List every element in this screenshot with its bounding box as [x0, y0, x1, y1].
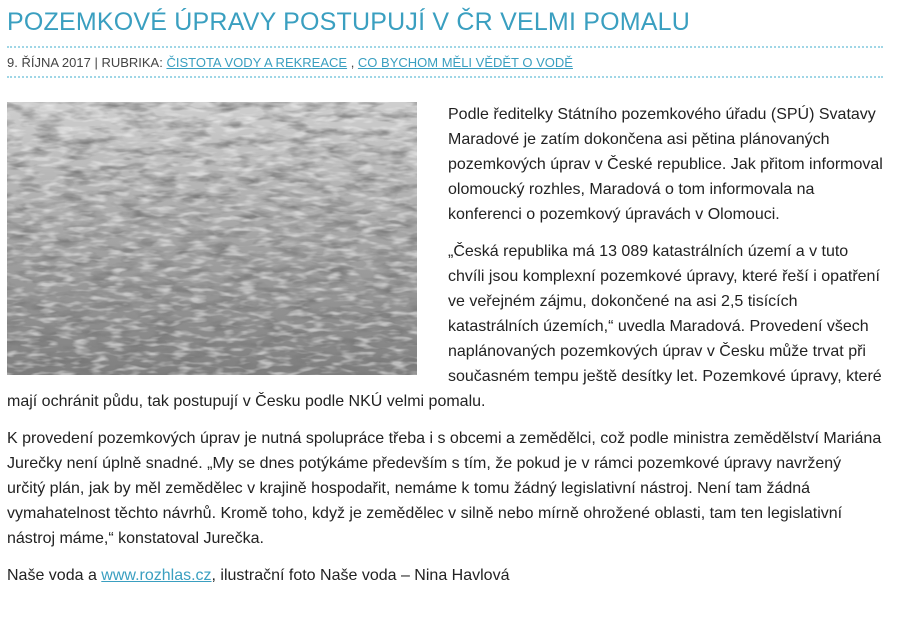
category-separator: ,	[347, 55, 358, 70]
credit-suffix: , ilustrační foto Naše voda – Nina Havlová	[211, 567, 510, 584]
illustration-photo	[7, 102, 417, 375]
credit-line	[7, 563, 883, 588]
category-link-cistota-vody[interactable]: ČISTOTA VODY A REKREACE	[166, 55, 348, 70]
paragraph-1: Podle ředitelky Státního pozemkového úřadu (SPÚ) Svatavy Maradové je zatím dokončena asi pětina plánovaných pozemkových úprav v České republice. Jak přitom informoval olomoucký rozhles, Maradová o tom informovala na konferenci o pozemkový úpravách v Olomouci.	[448, 106, 883, 223]
paragraph-3: K provedení pozemkových úprav je nutná spolupráce třeba i s obcemi a zemědělci, což podle ministra zemědělství Mariána Jurečky není úplně snadné. „My se dnes potýkáme především s tím, že pokud je v rámci pozemkové úpravy navržený určitý plán, jak by měl zemědělec v krajině hospodařit, nemáme k tomu žádný legislativní nástroj. Není tam žádná vymahatelnost těchto návrhů. Kromě toho, když je zemědělec v silně nebo mírně ohrožené oblasti, tam ten legislativní nástroj máme,“ konstatoval Jurečka.	[7, 430, 882, 547]
article-body	[7, 102, 883, 588]
rubrika-label: RUBRIKA:	[101, 55, 167, 70]
article	[7, 0, 883, 600]
meta-divider	[7, 76, 883, 78]
article-meta	[7, 48, 883, 76]
paragraph-2: „Česká republika má 13 089 katastrálních území a v tuto chvíli jsou komplexní pozemkové úpravy, které řeší i opatření ve veřejném zájmu, dokončené na asi 2,5 tisících katastrálních územích,“ uvedla Maradová. Provedení všech naplánovaných pozemkových úprav v Česku může trvat při současném tempu ještě desítky let. Pozemkové úpravy, které mají ochránit půdu, tak postupují v Česku podle NKÚ velmi pomalu.	[7, 243, 882, 410]
meta-separator: |	[90, 55, 102, 70]
article-date: 9. ŘÍJNA 2017	[7, 55, 91, 70]
category-link-co-bychom-meli-vedet[interactable]: CO BYCHOM MĚLI VĚDĚT O VODĚ	[357, 55, 573, 70]
article-title: POZEMKOVÉ ÚPRAVY POSTUPUJÍ V ČR VELMI POMALU	[7, 8, 691, 36]
credit-prefix: Naše voda a	[7, 567, 102, 584]
rozhlas-link[interactable]: www.rozhlas.cz	[101, 567, 212, 584]
